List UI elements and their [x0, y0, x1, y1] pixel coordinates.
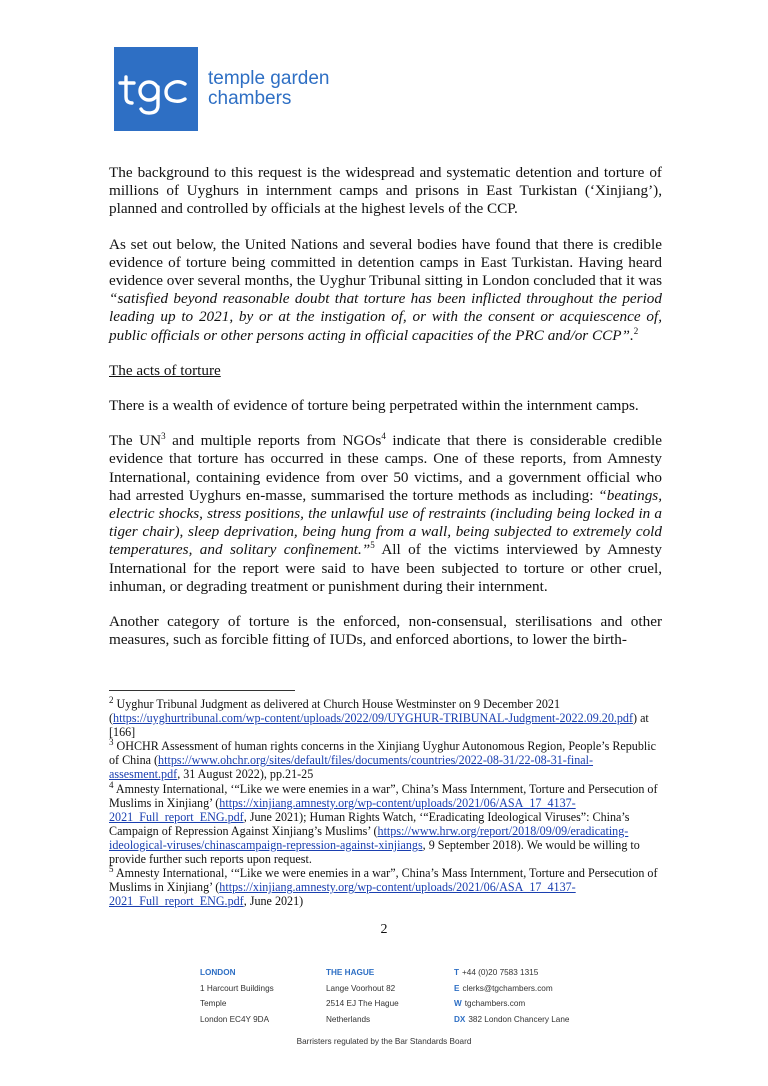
- footer-email: [454, 981, 569, 997]
- footnote-text: Uyghur Tribunal Judgment as delivered at Church House Westminster on 9 December 2021 (: [109, 697, 561, 726]
- paragraph-background: The background to this request is the widespread and systematic detention and torture of millions of Uyghurs in internment camps and prisons in East Turkistan (‘Xinjiang’), planned and controlled by officials at the highest levels of the CCP.: [109, 164, 662, 218]
- footnote-text: , June 2021): [243, 894, 304, 909]
- footer-line: Temple: [200, 999, 227, 1008]
- footnote-link[interactable]: https://xinjiang.amnesty.org/wp-content/uploads/2021/06/ASA_17_4137-2021_Full_report_ENG.pdf: [109, 880, 576, 909]
- footnote-number: 3: [109, 737, 114, 748]
- paragraph-wealth: There is a wealth of evidence of torture being perpetrated within the internment camps.: [109, 397, 639, 415]
- tgc-logo-mark: [114, 47, 198, 131]
- paragraph-un-findings: [109, 236, 662, 345]
- footnote-2: [109, 694, 662, 740]
- footnote-5: [109, 866, 662, 908]
- logo-line-1: temple garden: [208, 68, 330, 89]
- footer-line: Lange Voorhout 82: [326, 983, 396, 993]
- footer-value[interactable]: clerks@tgchambers.com: [462, 983, 553, 993]
- footnote-text: OHCHR Assessment of human rights concerns in the Xinjiang Uyghur Autonomous Region, People’s Republic of China (: [109, 739, 656, 768]
- footer-key: W: [454, 999, 462, 1008]
- footer-key: T: [454, 968, 460, 977]
- tgc-logo: [114, 47, 329, 131]
- p4-text-c: indicate that there is considerable credible evidence that torture has occurred in these camps. One of these reports, from Amnesty International, containing evidence from over 50 victims, and a government official who had arrested Uyghurs en-masse, summarised the torture methods as including:: [109, 432, 663, 504]
- footer-line: Netherlands: [326, 1014, 371, 1024]
- p4-text-d: All of the victims interviewed by Amnesty International for the report were said to have been subjected to torture or other cruel, inhuman, or degrading treatment or punishment during their internment.: [109, 541, 662, 595]
- section-heading: The acts of torture: [109, 361, 221, 379]
- regulation-notice: Barristers regulated by the Bar Standards Board: [296, 1037, 472, 1046]
- footnote-number: 4: [109, 779, 114, 790]
- paragraph-sterilisation: Another category of torture is the enforced, non-consensual, sterilisations and other measures, such as forcible fitting of IUDs, and enforced abortions, to lower the birth-: [109, 613, 662, 649]
- footer-phone: [454, 965, 569, 981]
- footer-value: +44 (0)20 7583 1315: [462, 968, 539, 977]
- footnote-link[interactable]: https://xinjiang.amnesty.org/wp-content/uploads/2021/06/ASA_17_4137-2021_Full_report_ENG.pdf: [109, 795, 576, 824]
- footnote-ref-4[interactable]: 4: [381, 431, 386, 442]
- footer-key: E: [454, 983, 460, 993]
- footnote-divider: [109, 690, 295, 691]
- footnote-number: 2: [109, 694, 114, 705]
- footnote-text: , 31 August 2022), pp.21-25: [177, 767, 314, 782]
- footer-value[interactable]: tgchambers.com: [464, 999, 526, 1008]
- footer-dx: [454, 1012, 569, 1028]
- footer-hague: [326, 965, 399, 1027]
- footnote-number: 5: [109, 864, 114, 875]
- tgc-monogram-icon: [114, 47, 198, 131]
- footnote-4: [109, 779, 662, 867]
- footnote-text: Amnesty International, ‘“Like we were enemies in a war”, China’s Mass Internment, Torture and Persecution of Muslims in Xinjiang’ (: [109, 781, 658, 810]
- p4-text-a: The UN: [109, 432, 162, 450]
- footer-website: [454, 996, 569, 1012]
- footer-line: 1 Harcourt Buildings: [200, 983, 274, 993]
- footnote-link[interactable]: https://uyghurtribunal.com/wp-content/uploads/2022/09/UYGHUR-TRIBUNAL-Judgment-2022.09.20.pdf: [113, 711, 634, 726]
- p2-quote: “satisfied beyond reasonable doubt that torture has been inflicted throughout the period leading up to 2021, by or at the instigation of, or with the consent or acquiescence of, public officials or other persons acting in official capacities of the PRC and/or CCP”.: [109, 290, 662, 344]
- tgc-logo-wordmark: [208, 69, 329, 109]
- footnote-ref-5[interactable]: 5: [370, 540, 375, 551]
- footer-key: DX: [454, 1014, 466, 1024]
- page-number: 2: [380, 922, 388, 937]
- footnote-text: , June 2021); Human Rights Watch, ‘“Eradicating Ideological Viruses”: China’s Campaign of Repression Against Xinjiang’s Muslims’ (: [109, 809, 630, 838]
- footnote-ref-2[interactable]: 2: [633, 325, 639, 336]
- footer-label: THE HAGUE: [326, 968, 375, 977]
- footer-label: LONDON: [200, 968, 236, 977]
- paragraph-reports: [109, 432, 662, 596]
- footnote-text: ) at [166]: [109, 711, 649, 740]
- letter-body: [109, 164, 662, 666]
- footnote-text: , 9 September 2018). We would be willing to provide further such reports upon request.: [109, 837, 640, 867]
- footnote-ref-3[interactable]: 3: [161, 431, 166, 442]
- footer-london: [200, 965, 274, 1027]
- footer-line: London EC4Y 9DA: [200, 1014, 270, 1024]
- logo-line-2: chambers: [208, 88, 292, 109]
- footnote-3: [109, 739, 662, 781]
- p4-text-b: and multiple reports from NGOs: [165, 432, 382, 450]
- footnotes: [109, 694, 662, 909]
- footnote-link[interactable]: https://www.hrw.org/report/2018/09/09/eradicating-ideological-viruses/chinascampaign-repression-against-xinjiangs: [109, 823, 629, 852]
- footer-value: 382 London Chancery Lane: [468, 1014, 570, 1024]
- footnote-link[interactable]: https://www.ohchr.org/sites/default/files/documents/countries/2022-08-31/22-08-31-final-assesment.pdf: [109, 753, 594, 782]
- p4-quote: “beatings, electric shocks, stress positions, the unlawful use of restraints (including being locked in a tiger chair), sleep deprivation, being hung from a wall, being subjected to extremely cold temperatures, and solitary confinement.”: [109, 486, 662, 559]
- footnote-text: Amnesty International, ‘“Like we were enemies in a war”, China’s Mass Internment, Torture and Persecution of Muslims in Xinjiang’ (: [109, 866, 658, 895]
- footer-line: 2514 EJ The Hague: [326, 999, 399, 1008]
- p2-text: As set out below, the United Nations and several bodies have found that there is credible evidence of torture being committed in detention camps in East Turkistan. Having heard evidence over several months, the Uyghur Tribunal sitting in London concluded that it was: [109, 235, 662, 290]
- footer-contact: [454, 965, 569, 1027]
